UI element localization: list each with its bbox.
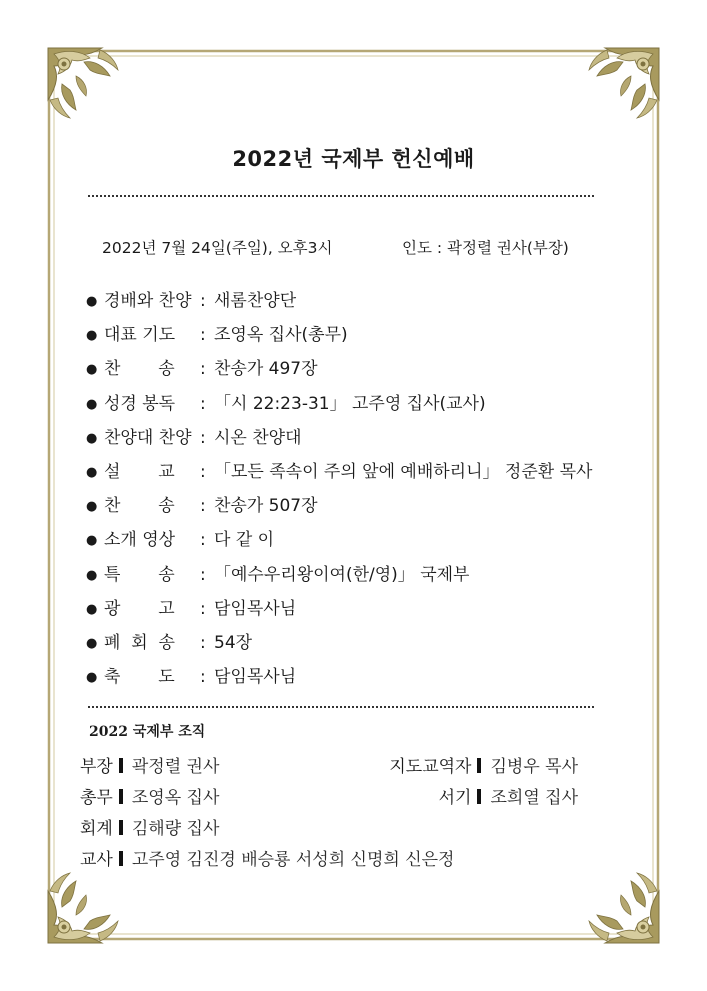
marker-icon <box>119 789 123 804</box>
order-item: ● 특 송 : 「예수우리왕이여(한/영)」 국제부 <box>86 558 592 592</box>
bullet-icon: ● <box>86 396 98 412</box>
order-text: 찬송가 497장 <box>214 359 318 380</box>
marker-icon <box>477 789 481 804</box>
org-left <box>80 814 219 839</box>
order-label: 설 교 <box>104 461 175 482</box>
corner-ornament-icon <box>48 873 118 943</box>
page-title: 2022년 국제부 헌신예배 <box>232 147 475 171</box>
corner-ornament-icon <box>48 48 118 118</box>
org-name: 김해량 집사 <box>131 819 220 839</box>
bullet-icon: ● <box>86 567 98 583</box>
order-of-service <box>86 284 592 694</box>
order-label: 광 고 <box>104 598 175 619</box>
order-item: ● 성경 봉독 : 「시 22:23-31」 고주영 집사(교사) <box>86 387 592 421</box>
order-text: 「시 22:23-31」 고주영 집사(교사) <box>214 393 486 414</box>
order-item: ● 찬 송 : 찬송가 497장 <box>86 352 592 386</box>
order-label: 특 송 <box>104 564 175 585</box>
org-left <box>80 752 219 777</box>
order-item: ● 경배와 찬양 : 새롬찬양단 <box>86 284 592 318</box>
order-item: ● 대표 기도 : 조영옥 집사(총무) <box>86 318 592 352</box>
org-role: 서기 <box>438 788 472 808</box>
org-name: 김병우 목사 <box>490 757 578 777</box>
order-item: ● 찬양대 찬양 : 시온 찬양대 <box>86 421 592 455</box>
order-text: 담임목사님 <box>214 667 297 688</box>
marker-icon <box>119 820 123 835</box>
bullet-icon: ● <box>86 499 98 515</box>
order-label: 성경 봉독 <box>104 393 176 414</box>
org-title: 2022 국제부 조직 <box>89 724 206 740</box>
bullet-icon: ● <box>86 430 98 446</box>
org-right <box>439 783 578 808</box>
org-role: 교사 <box>80 850 113 870</box>
order-item: ● 폐 회 송 : 54장 <box>86 626 592 660</box>
org-left <box>80 845 454 870</box>
org-row <box>80 752 600 782</box>
order-text: 다 같 이 <box>214 530 275 551</box>
order-label: 폐 회 송 <box>104 632 175 653</box>
service-info <box>102 236 602 258</box>
bullet-icon: ● <box>86 362 98 378</box>
order-item: ● 축 도 : 담임목사님 <box>86 660 592 694</box>
order-text: 「모든 족속이 주의 앞에 예배하리니」 정준환 목사 <box>214 461 593 482</box>
order-label: 찬 송 <box>104 359 175 380</box>
org-right <box>389 752 578 777</box>
order-text: 조영옥 집사(총무) <box>214 325 348 346</box>
divider <box>88 195 594 197</box>
marker-icon <box>119 758 123 773</box>
org-role: 지도교역자 <box>389 757 472 777</box>
divider <box>88 706 594 708</box>
org-name: 조희열 집사 <box>490 788 578 808</box>
bullet-icon: ● <box>86 533 98 549</box>
order-label: 소개 영상 <box>104 530 176 551</box>
order-item: ● 찬 송 : 찬송가 507장 <box>86 489 592 523</box>
order-item: ● 광 고 : 담임목사님 <box>86 592 592 626</box>
org-role: 회계 <box>80 819 113 839</box>
bullet-icon: ● <box>86 294 98 309</box>
order-text: 찬송가 507장 <box>214 496 318 517</box>
corner-ornament-icon <box>589 873 659 943</box>
org-name: 고주영 김진경 배승룡 서성희 신명희 신은정 <box>131 850 455 870</box>
org-row <box>80 814 600 844</box>
bullet-icon: ● <box>86 601 98 617</box>
order-item: ● 설 교 : 「모든 족속이 주의 앞에 예배하리니」 정준환 목사 <box>86 455 592 489</box>
order-label: 찬양대 찬양 <box>104 427 192 448</box>
order-text: 54장 <box>214 632 253 653</box>
order-text: 새롬찬양단 <box>214 291 297 311</box>
order-item: ● 소개 영상 : 다 같 이 <box>86 523 592 557</box>
order-label: 축 도 <box>104 667 175 688</box>
order-label: 찬 송 <box>104 496 175 517</box>
order-text: 담임목사님 <box>214 598 297 619</box>
corner-ornament-icon <box>589 48 659 118</box>
order-text: 「예수우리왕이여(한/영)」 국제부 <box>214 564 470 585</box>
org-role: 총무 <box>80 788 113 808</box>
service-leader: 인도 : 곽정렬 권사(부장) <box>402 239 569 257</box>
order-label: 경배와 찬양 <box>104 291 192 311</box>
org-row <box>80 783 600 813</box>
marker-icon <box>119 851 123 866</box>
bullet-icon: ● <box>86 635 98 651</box>
org-row <box>80 845 600 875</box>
bullet-icon: ● <box>86 670 98 686</box>
org-role: 부장 <box>80 757 113 777</box>
service-date: 2022년 7월 24일(주일), 오후3시 <box>102 239 333 257</box>
order-text: 시온 찬양대 <box>214 427 302 448</box>
org-left <box>80 783 219 808</box>
org-name: 조영옥 집사 <box>131 788 220 808</box>
bullet-icon: ● <box>86 464 98 480</box>
marker-icon <box>477 758 481 773</box>
org-name: 곽정렬 권사 <box>131 757 220 777</box>
order-label: 대표 기도 <box>104 325 176 346</box>
bullet-icon: ● <box>86 328 98 344</box>
